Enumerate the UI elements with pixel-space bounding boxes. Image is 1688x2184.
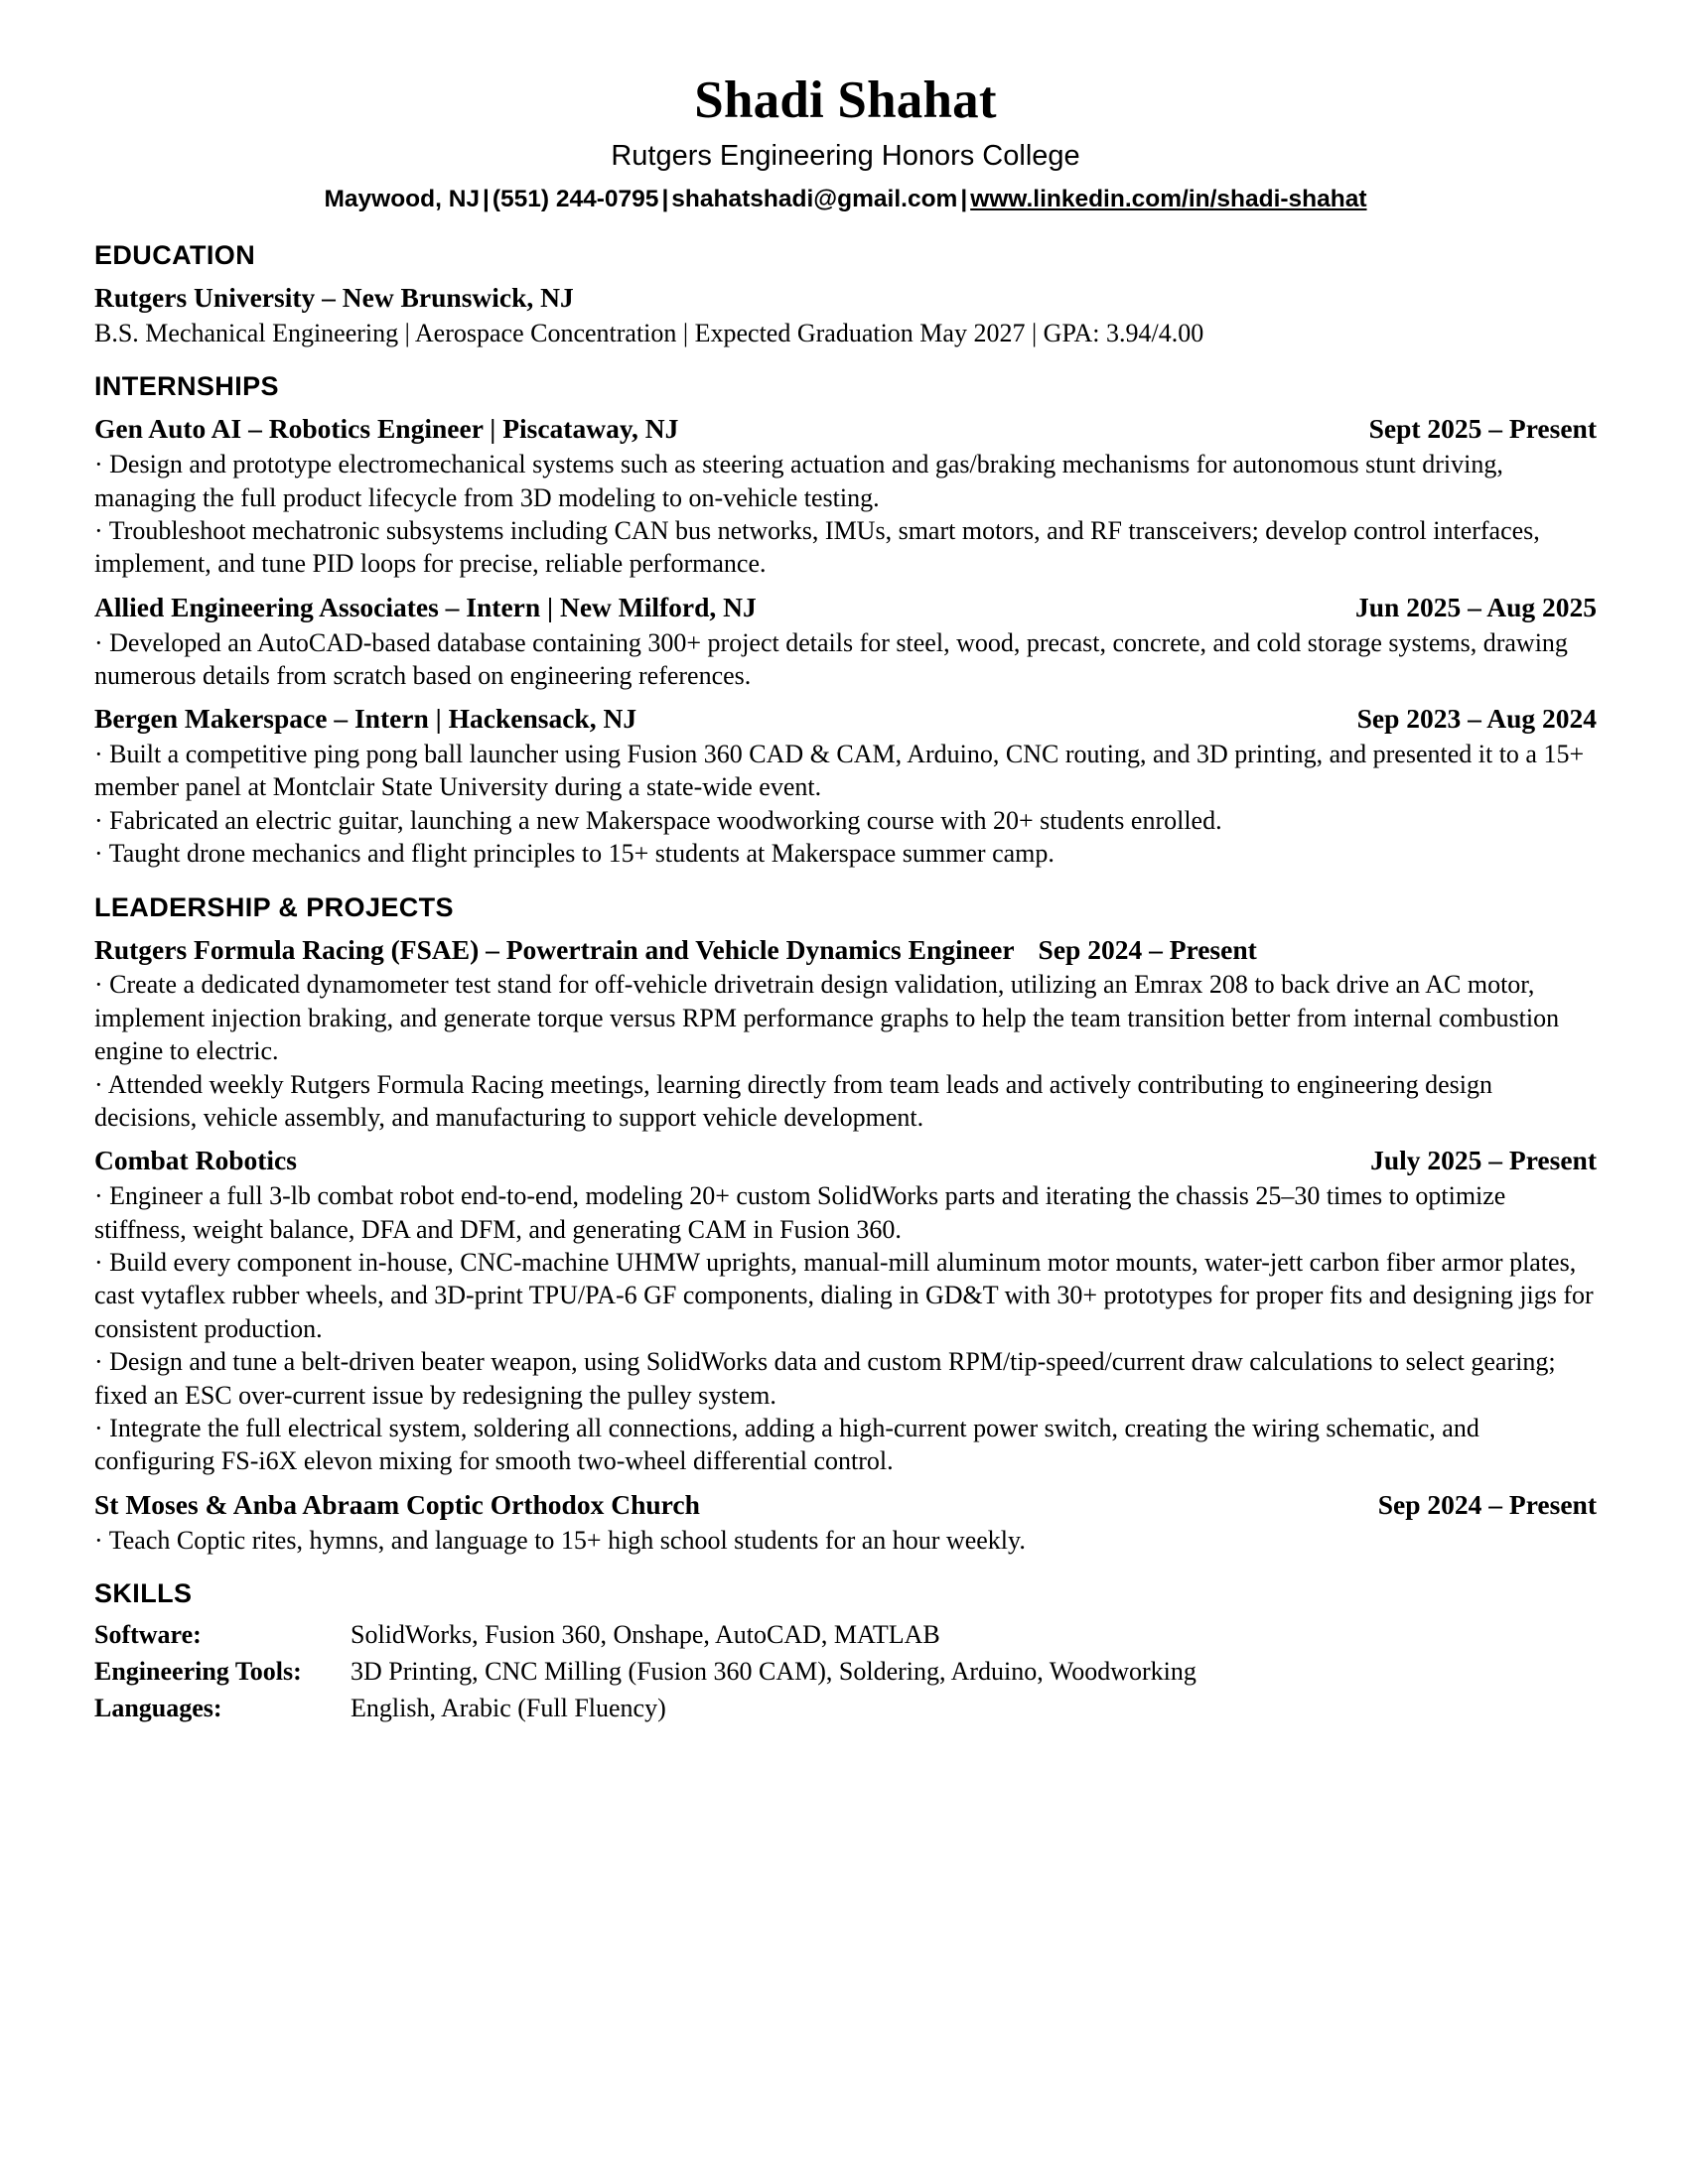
section-heading-leadership-projects: LEADERSHIP & PROJECTS	[94, 891, 454, 922]
bullet-item: · Design and tune a belt-driven beater weapon, using SolidWorks data and custom RPM/tip-speed/current draw calculations to select gearing; fixed an ESC over-current issue by redesigning the pulley system.	[94, 1347, 1556, 1410]
education-details: B.S. Mechanical Engineering | Aerospace Concentration | Expected Graduation May 2027 | GPA: 3.94/4.00	[94, 318, 1204, 347]
bullet-item: · Built a competitive ping pong ball launcher using Fusion 360 CAD & CAM, Arduino, CNC routing, and 3D printing, and presented it to a 15+ member panel at Montclair State University during a state-wide event.	[94, 740, 1585, 802]
entry-title: Bergen Makerspace – Intern | Hackensack, NJ	[94, 703, 637, 735]
contact-location: Maywood, NJ	[324, 185, 481, 212]
skills-row	[94, 1618, 1196, 1655]
candidate-subtitle: Rutgers Engineering Honors College	[611, 140, 1080, 173]
bullet-item: · Engineer a full 3-lb combat robot end-to-end, modeling 20+ custom SolidWorks parts and iterating the chassis 25–30 times to optimize stiffness, weight balance, DFA and DFM, and generating CAM in Fusion 360.	[94, 1181, 1506, 1244]
section-heading-education: EDUCATION	[94, 240, 256, 271]
bullet-item: · Attended weekly Rutgers Formula Racing meetings, learning directly from team leads and actively contributing to engineering design decisions, vehicle assembly, and manufacturing to support vehicle development.	[94, 1069, 1492, 1133]
entry-date: Sep 2024 – Present	[1377, 1488, 1597, 1520]
bullet-item: · Design and prototype electromechanical systems such as steering actuation and gas/braking mechanisms for autonomous stunt driving, managing the full product lifecycle from 3D modeling to on-vehicle testing.	[94, 450, 1503, 512]
skills-table	[94, 1618, 1196, 1727]
entry-bullets	[94, 1179, 1597, 1478]
entry-bullets	[94, 968, 1597, 1134]
education-entry	[94, 280, 1597, 349]
bullet-item: · Troubleshoot mechatronic subsystems including CAN bus networks, IMUs, smart motors, and RF transceivers; develop control interfaces, implement, and tune PID loops for precise, reliable performance.	[94, 515, 1540, 579]
entry-date: Sep 2024 – Present	[1038, 933, 1257, 965]
entry-bullets	[94, 626, 1597, 693]
skills-label: Engineering Tools:	[94, 1656, 302, 1686]
project-entry	[94, 932, 1597, 1135]
section-heading-skills: SKILLS	[94, 1578, 193, 1609]
internship-entry	[94, 411, 1597, 580]
resume-header	[94, 71, 1597, 214]
project-entry	[94, 1143, 1597, 1477]
bullet-item: · Teach Coptic rites, hymns, and language to 15+ high school students for an hour weekly.	[94, 1525, 1026, 1555]
entry-header	[94, 932, 1597, 968]
project-entry	[94, 1487, 1597, 1557]
entry-header	[94, 411, 1597, 447]
internship-entry	[94, 701, 1597, 870]
contact-separator: |	[483, 185, 490, 212]
education-school: Rutgers University – New Brunswick, NJ	[94, 282, 574, 314]
contact-linkedin-link[interactable]: www.linkedin.com/in/shadi-shahat	[970, 185, 1367, 212]
skills-value: 3D Printing, CNC Milling (Fusion 360 CAM), Soldering, Arduino, Woodworking	[351, 1656, 1196, 1686]
entry-bullets	[94, 738, 1597, 871]
bullet-item: · Taught drone mechanics and flight principles to 15+ students at Makerspace summer camp.	[94, 839, 1055, 869]
entry-title: St Moses & Anba Abraam Coptic Orthodox Church	[94, 1488, 700, 1520]
entry-header	[94, 1143, 1597, 1178]
contact-phone[interactable]: (551) 244-0795	[492, 185, 659, 212]
skills-value: English, Arabic (Full Fluency)	[351, 1693, 666, 1722]
candidate-name: Shadi Shahat	[694, 71, 997, 129]
skills-row	[94, 1655, 1196, 1692]
entry-date: Jun 2025 – Aug 2025	[1355, 591, 1597, 622]
entry-date: Sep 2023 – Aug 2024	[1356, 703, 1597, 735]
entry-title: Rutgers Formula Racing (FSAE) – Powertrain and Vehicle Dynamics Engineer	[94, 933, 1015, 965]
skills-value: SolidWorks, Fusion 360, Onshape, AutoCAD, MATLAB	[351, 1620, 940, 1650]
entry-title: Allied Engineering Associates – Intern | New Milford, NJ	[94, 591, 757, 622]
entry-date: Sept 2025 – Present	[1368, 413, 1597, 445]
contact-line	[94, 185, 1597, 215]
entry-header	[94, 1487, 1597, 1523]
section-heading-internships: INTERNSHIPS	[94, 371, 279, 402]
entry-title: Combat Robotics	[94, 1145, 297, 1176]
contact-email[interactable]: shahatshadi@gmail.com	[671, 185, 958, 212]
entry-bullets	[94, 1524, 1597, 1557]
skills-label: Languages:	[94, 1693, 222, 1722]
bullet-item: · Developed an AutoCAD-based database containing 300+ project details for steel, wood, precast, concrete, and cold storage systems, drawing numerous details from scratch based on engineering references.	[94, 627, 1568, 690]
contact-separator: |	[960, 185, 968, 212]
bullet-item: · Create a dedicated dynamometer test stand for off-vehicle drivetrain design validation, utilizing an Emrax 208 to back drive an AC motor, implement injection braking, and generate torque versus RPM performance graphs to help the team transition better from internal combustion engine to electric.	[94, 970, 1560, 1066]
internship-entry	[94, 590, 1597, 693]
entry-bullets	[94, 448, 1597, 581]
bullet-item: · Build every component in-house, CNC-machine UHMW uprights, manual-mill aluminum motor mounts, water-jett carbon fiber armor plates, cast vytaflex rubber wheels, and 3D-print TPU/PA-6 GF components, dialing in GD&T with 30+ prototypes for proper fits and designing jigs for consistent production.	[94, 1248, 1594, 1343]
bullet-item: · Fabricated an electric guitar, launching a new Makerspace woodworking course with 20+ students enrolled.	[94, 805, 1222, 835]
skills-row	[94, 1692, 1196, 1728]
entry-title: Gen Auto AI – Robotics Engineer | Piscataway, NJ	[94, 413, 679, 445]
entry-header	[94, 590, 1597, 625]
entry-header	[94, 701, 1597, 737]
entry-date: July 2025 – Present	[1370, 1145, 1597, 1176]
education-entry-header	[94, 280, 1597, 316]
skills-label: Software:	[94, 1620, 202, 1650]
bullet-item: · Integrate the full electrical system, soldering all connections, adding a high-current power switch, creating the wiring schematic, and configuring FS-i6X elevon mixing for smooth two-wheel differential control.	[94, 1414, 1479, 1476]
contact-separator: |	[661, 185, 669, 212]
